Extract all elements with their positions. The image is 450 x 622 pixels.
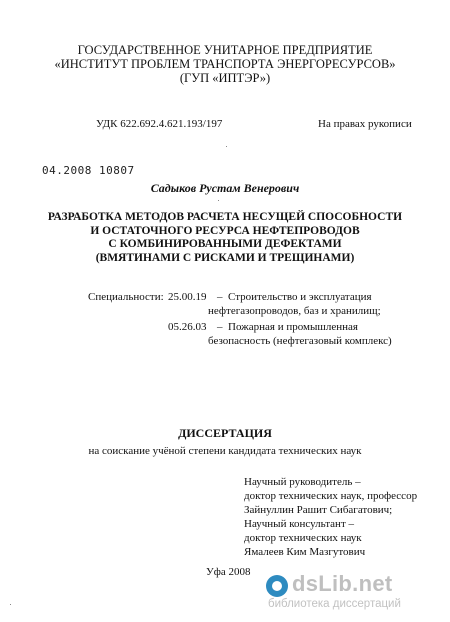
dissertation-subtitle: на соискание учёной степени кандидата технических наук [88, 445, 362, 457]
registration-stamp: 04.2008 10807 [42, 164, 135, 177]
scan-speck [10, 604, 11, 605]
advisor-degree: доктор технических наук, профессор [244, 490, 418, 502]
watermark [262, 571, 442, 615]
organization-name-line1: ГОСУДАРСТВЕННОЕ УНИТАРНОЕ ПРЕДПРИЯТИЕ [77, 43, 373, 57]
consultant-name: Ямалеев Ким Мазгутович [244, 546, 366, 558]
specialty-dash-1: – [217, 291, 223, 303]
author-name: Садыков Рустам Венерович [150, 181, 300, 195]
watermark-site-name: dsLib.net [292, 571, 393, 596]
specialty-name-2a: Пожарная и промышленная [228, 321, 358, 333]
specialty-name-1b: нефтегазопроводов, баз и хранилищ; [208, 305, 381, 317]
specialties-label: Специальности: [88, 291, 164, 303]
title-line4: (ВМЯТИНАМИ С РИСКАМИ И ТРЕЩИНАМИ) [95, 251, 355, 264]
udk-code: УДК 622.692.4.621.193/197 [96, 118, 223, 130]
specialty-code-2: 05.26.03 [168, 321, 207, 333]
consultant-degree: доктор технических наук [244, 532, 362, 544]
watermark-tagline: библиотека диссертаций [268, 598, 401, 610]
scan-speck [226, 146, 227, 147]
specialty-name-1a: Строительство и эксплуатация [228, 291, 372, 303]
consultant-label: Научный консультант – [244, 518, 354, 530]
specialty-name-2b: безопасность (нефтегазовый комплекс) [208, 335, 392, 347]
title-line1: РАЗРАБОТКА МЕТОДОВ РАСЧЕТА НЕСУЩЕЙ СПОСОБНОСТИ [47, 211, 403, 223]
title-line2: И ОСТАТОЧНОГО РЕСУРСА НЕФТЕПРОВОДОВ [90, 224, 360, 237]
manuscript-rights: На правах рукописи [318, 118, 412, 130]
specialty-code-1: 25.00.19 [168, 291, 207, 303]
scan-speck [218, 200, 219, 201]
organization-abbreviation: (ГУП «ИПТЭР») [179, 71, 271, 85]
dslib-logo-icon [266, 575, 288, 597]
title-line3: С КОМБИНИРОВАННЫМИ ДЕФЕКТАМИ [108, 238, 342, 250]
dissertation-title [0, 211, 450, 265]
organization-name-line2: «ИНСТИТУТ ПРОБЛЕМ ТРАНСПОРТА ЭНЕРГОРЕСУРСОВ» [54, 57, 396, 71]
advisor-label: Научный руководитель – [244, 476, 361, 488]
advisor-name: Зайнуллин Рашит Сибагатович; [244, 504, 393, 516]
dissertation-heading: ДИССЕРТАЦИЯ [178, 426, 272, 440]
city-year: Уфа 2008 [206, 566, 251, 578]
specialty-dash-2: – [217, 321, 223, 333]
